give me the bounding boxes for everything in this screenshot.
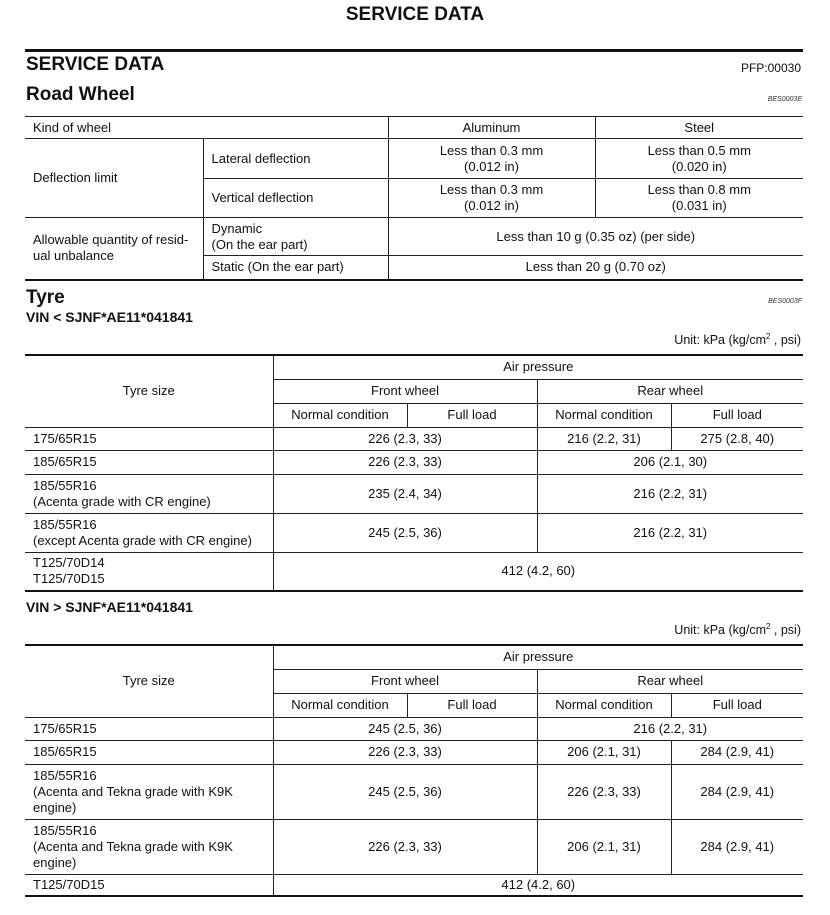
rear-pressure-cell: 216 (2.2, 31) <box>537 474 803 513</box>
tyre-size-header: Tyre size <box>25 355 273 427</box>
tyre-size-cell: 185/55R16 (except Acenta grade with CR engine) <box>25 513 273 552</box>
road-wheel-table <box>25 116 803 281</box>
tyre-table-before <box>25 354 803 592</box>
tyre-size-cell: 175/65R15 <box>25 427 273 450</box>
vin-before-label: VIN < SJNF*AE11*041841 <box>26 309 193 325</box>
rear-full-cell: 284 (2.9, 41) <box>671 740 803 764</box>
rear-full-cell: 275 (2.8, 40) <box>671 427 803 450</box>
section-title: SERVICE DATA <box>26 54 165 75</box>
unit-label: Unit: kPa ($kg/cm^2$ , psi) <box>674 622 801 638</box>
table-row <box>25 513 803 552</box>
deflection-limit-label: Deflection limit <box>25 139 203 218</box>
front-normal-header: Normal condition <box>273 693 407 717</box>
rear-pressure-cell: 206 (2.1, 30) <box>537 450 803 474</box>
tyre-table-after <box>25 644 803 897</box>
air-pressure-header: Air pressure <box>273 355 803 379</box>
rear-normal-cell: 226 (2.3, 33) <box>537 764 671 819</box>
dynamic-value: Less than 10 g (0.35 oz) (per side) <box>388 218 803 256</box>
vin-after-label: VIN > SJNF*AE11*041841 <box>26 599 193 615</box>
table-row <box>25 552 803 591</box>
static-value: Less than 20 g (0.70 oz) <box>388 256 803 280</box>
front-pressure-cell: 226 (2.3, 33) <box>273 427 537 450</box>
table-row <box>25 218 803 256</box>
front-pressure-cell: 226 (2.3, 33) <box>273 740 537 764</box>
page-title: SERVICE DATA <box>345 4 485 25</box>
tyre-code: BES0003F <box>768 298 802 305</box>
table-row <box>25 874 803 896</box>
table-row <box>25 717 803 740</box>
front-pressure-cell: 245 (2.5, 36) <box>273 513 537 552</box>
steel-header: Steel <box>595 117 803 139</box>
front-pressure-cell: 245 (2.5, 36) <box>273 764 537 819</box>
table-row <box>25 139 803 179</box>
rear-normal-cell: 206 (2.1, 31) <box>537 740 671 764</box>
tyre-size-cell: 185/65R15 <box>25 740 273 764</box>
unit-label: Unit: kPa ($kg/cm^2$ , psi) <box>674 332 801 348</box>
rear-pressure-cell: 216 (2.2, 31) <box>537 717 803 740</box>
lateral-deflection-label: Lateral deflection <box>203 139 388 179</box>
tyre-size-cell: T125/70D15 <box>25 874 273 896</box>
table-row <box>25 450 803 474</box>
vertical-deflection-label: Vertical deflection <box>203 179 388 218</box>
all-wheels-pressure-cell: 412 (4.2, 60) <box>273 874 803 896</box>
lateral-aluminum-value: Less than 0.3 mm (0.012 in) <box>388 139 595 179</box>
rear-normal-cell: 216 (2.2, 31) <box>537 427 671 450</box>
vertical-aluminum-value: Less than 0.3 mm (0.012 in) <box>388 179 595 218</box>
dynamic-label: Dynamic (On the ear part) <box>203 218 388 256</box>
front-full-header: Full load <box>407 693 537 717</box>
air-pressure-header: Air pressure <box>273 645 803 669</box>
rear-normal-header: Normal condition <box>537 693 671 717</box>
rear-wheel-header: Rear wheel <box>537 669 803 693</box>
tyre-title: Tyre <box>26 287 65 308</box>
rear-normal-cell: 206 (2.1, 31) <box>537 819 671 874</box>
tyre-size-cell: T125/70D14 T125/70D15 <box>25 552 273 591</box>
all-wheels-pressure-cell: 412 (4.2, 60) <box>273 552 803 591</box>
front-pressure-cell: 226 (2.3, 33) <box>273 450 537 474</box>
table-row <box>25 427 803 450</box>
tyre-size-cell: 185/55R16 (Acenta grade with CR engine) <box>25 474 273 513</box>
table-row <box>25 740 803 764</box>
aluminum-header: Aluminum <box>388 117 595 139</box>
static-label: Static (On the ear part) <box>203 256 388 280</box>
tyre-size-cell: 185/55R16 (Acenta and Tekna grade with K9K engine) <box>25 819 273 874</box>
lateral-steel-value: Less than 0.5 mm (0.020 in) <box>595 139 803 179</box>
table-row <box>25 474 803 513</box>
rear-normal-header: Normal condition <box>537 403 671 427</box>
table-row <box>25 355 803 379</box>
tyre-size-cell: 185/55R16 (Acenta and Tekna grade with K9K engine) <box>25 764 273 819</box>
rear-wheel-header: Rear wheel <box>537 379 803 403</box>
rear-full-header: Full load <box>671 403 803 427</box>
kind-of-wheel-header: Kind of wheel <box>25 117 388 139</box>
table-row <box>25 645 803 669</box>
rear-full-cell: 284 (2.9, 41) <box>671 819 803 874</box>
rear-pressure-cell: 216 (2.2, 31) <box>537 513 803 552</box>
tyre-size-cell: 175/65R15 <box>25 717 273 740</box>
road-wheel-code: BES0003E <box>767 96 802 103</box>
front-wheel-header: Front wheel <box>273 669 537 693</box>
front-pressure-cell: 235 (2.4, 34) <box>273 474 537 513</box>
tyre-size-header: Tyre size <box>25 645 273 717</box>
residual-unbalance-label: Allowable quantity of resid- ual unbalance <box>25 218 203 280</box>
section-divider <box>25 49 803 52</box>
pfp-code: PFP:00030 <box>740 61 801 75</box>
table-row <box>25 117 803 139</box>
rear-full-header: Full load <box>671 693 803 717</box>
front-full-header: Full load <box>407 403 537 427</box>
front-normal-header: Normal condition <box>273 403 407 427</box>
rear-full-cell: 284 (2.9, 41) <box>671 764 803 819</box>
front-wheel-header: Front wheel <box>273 379 537 403</box>
front-pressure-cell: 245 (2.5, 36) <box>273 717 537 740</box>
vertical-steel-value: Less than 0.8 mm (0.031 in) <box>595 179 803 218</box>
road-wheel-title: Road Wheel <box>26 84 135 105</box>
tyre-size-cell: 185/65R15 <box>25 450 273 474</box>
table-row <box>25 764 803 819</box>
front-pressure-cell: 226 (2.3, 33) <box>273 819 537 874</box>
table-row <box>25 819 803 874</box>
